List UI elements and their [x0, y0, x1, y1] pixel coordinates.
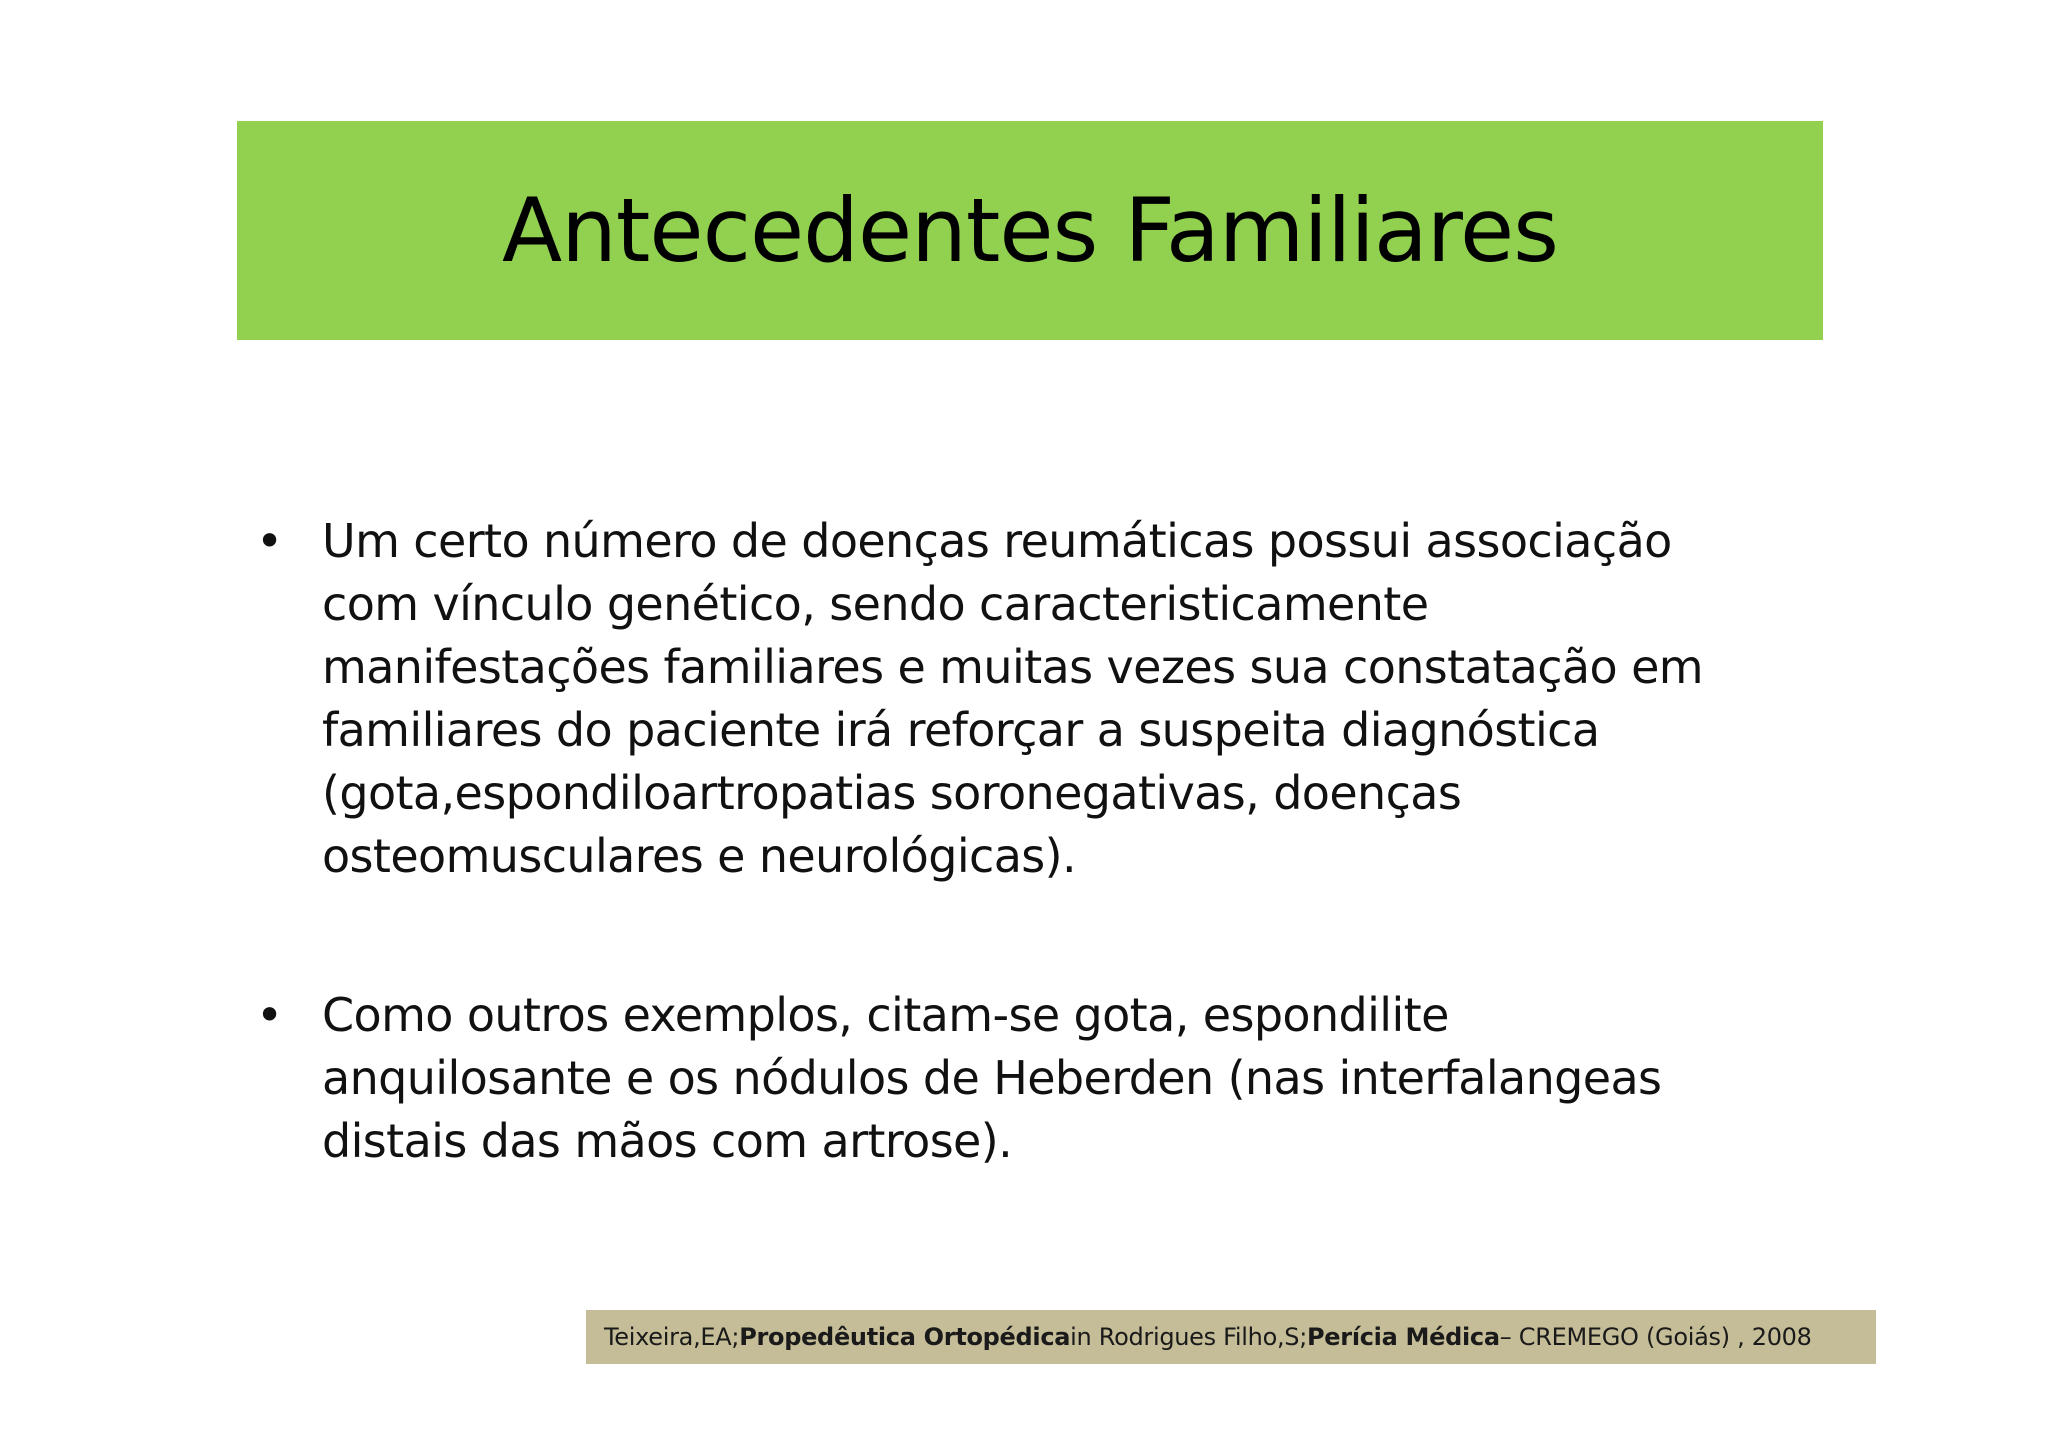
title-banner	[237, 121, 1823, 340]
bullet-list	[250, 510, 1810, 1173]
bullet-text: Como outros exemplos, citam-se gota, espondilite anquilosante e os nódulos de Heberden (nas interfalangeas distais das mãos com artrose).	[322, 988, 1662, 1168]
citation-box	[586, 1310, 1876, 1364]
bullet-marker: •	[256, 514, 283, 568]
bullet-item	[250, 984, 1810, 1173]
slide-title: Antecedentes Familiares	[501, 179, 1559, 282]
bullet-text: Um certo número de doenças reumáticas possui associação com vínculo genético, sendo caracteristicamente manifestações familiares e muitas vezes sua constatação em familiares do paciente irá reforçar a suspeita diagnóstica (gota,espondiloartropatias soronegativas, doenças osteomusculares e neurológicas).	[322, 514, 1703, 883]
bullet-marker: •	[256, 988, 283, 1042]
citation-book-title: Perícia Médica	[1307, 1323, 1500, 1351]
citation-chapter-title: Propedêutica Ortopédica	[739, 1323, 1071, 1351]
citation-author: Teixeira,EA;	[604, 1323, 740, 1351]
bullet-item	[250, 510, 1810, 888]
citation-editor: in Rodrigues Filho,S;	[1070, 1323, 1308, 1351]
citation-publisher: – CREMEGO (Goiás) , 2008	[1499, 1323, 1812, 1351]
